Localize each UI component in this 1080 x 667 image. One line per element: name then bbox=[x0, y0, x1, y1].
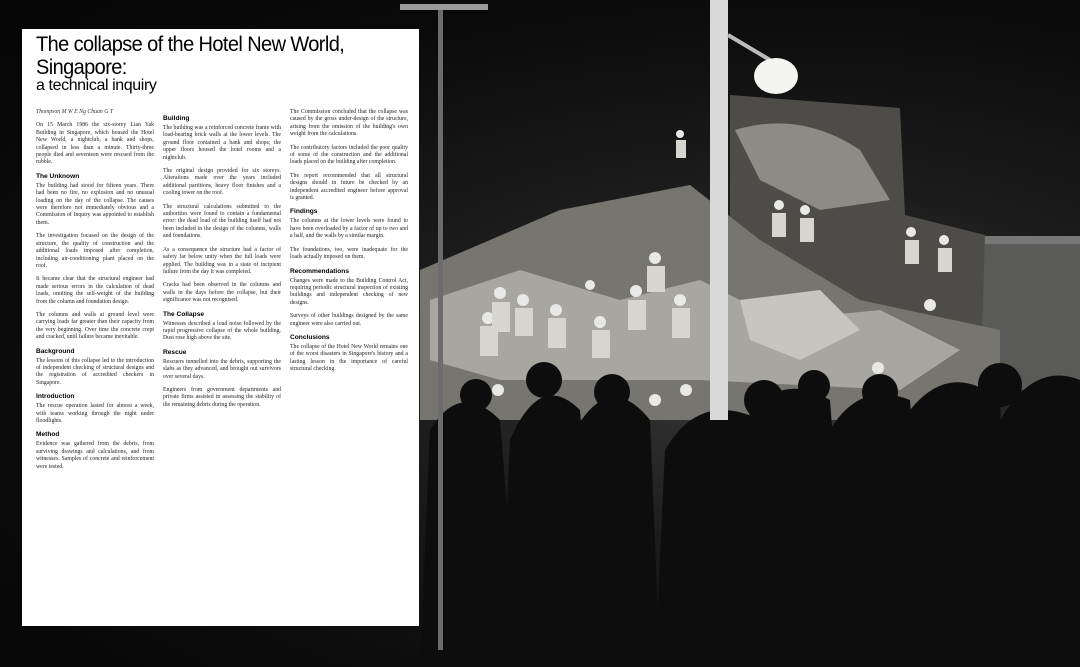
section-heading: Conclusions bbox=[290, 333, 330, 341]
section-heading: Building bbox=[163, 115, 190, 122]
article-columns bbox=[36, 109, 408, 477]
section-heading: Rescue bbox=[163, 348, 187, 356]
paragraph: On 15 March 1986 the six-storey Lian Yak Building in Singapore, which housed the Hotel New World, a nightclub, a bank and shops, collapsed in less than a minute. Thirty-three people died and seventeen were rescued from the rubble. bbox=[36, 122, 154, 166]
paragraph: The foundations, too, were inadequate for the loads actually imposed on them. bbox=[290, 246, 408, 261]
section-heading: Introduction bbox=[36, 393, 75, 401]
paragraph: Witnesses described a loud noise followed by the rapid progressive collapse of the whole building. Dust rose high above the site. bbox=[163, 320, 281, 342]
paragraph: The contributory factors included the poor quality of some of the construction and the additional loads placed on the building after completion. bbox=[290, 144, 408, 166]
paragraph: Changes were made to the Building Control Act, requiring periodic structural inspection of existing buildings and independent checking of new designs. bbox=[290, 277, 408, 306]
paragraph: It became clear that the structural engineer had made serious errors in the calculation of dead loads, omitting the self-weight of the building from the column and foundation design. bbox=[36, 276, 154, 305]
paragraph: Surveys of other buildings designed by the same engineer were also carried out. bbox=[290, 313, 408, 327]
article-column-3 bbox=[290, 109, 408, 477]
section-heading: Method bbox=[36, 431, 60, 439]
floodlight-bar bbox=[400, 4, 488, 10]
building-right-roof bbox=[975, 236, 1080, 244]
section-heading: The Unknown bbox=[36, 172, 80, 180]
paragraph: As a consequence the structure had a factor of safety far below unity when the full loads were applied. The building was in a state of incipient failure from the day it was completed. bbox=[163, 246, 281, 275]
paragraph: The original design provided for six storeys. Alterations made over the years included additional partitions, heavy floor finishes and a cooling tower on the roof. bbox=[163, 168, 281, 197]
lamp-light bbox=[754, 58, 798, 94]
section-heading: Recommendations bbox=[290, 267, 349, 275]
article-title: The collapse of the Hotel New World, Singapore: bbox=[36, 33, 345, 80]
section-heading: The Collapse bbox=[163, 310, 205, 318]
section-heading: Background bbox=[36, 347, 75, 355]
paragraph: The investigation focused on the design of the structure, the quality of construction and the additional loads imposed after completion, including air-conditioning plant placed on the roof. bbox=[36, 233, 154, 269]
paragraph: The columns at the lower levels were found to have been overloaded by a factor of up to two and a half, and the walls by a similar margin. bbox=[290, 218, 408, 240]
paragraph: Rescuers tunnelled into the debris, supporting the slabs as they advanced, and brought out survivors over several days. bbox=[163, 358, 281, 380]
floodlight-pole bbox=[438, 10, 443, 650]
paragraph: The collapse of the Hotel New World remains one of the worst disasters in Singapore's history and a lasting lesson in the importance of careful structural checking. bbox=[290, 343, 408, 373]
paragraph: The columns and walls at ground level were carrying loads far greater than their capacity from the very beginning. Over time the concrete crept and cracked, until failure became inevitable. bbox=[36, 311, 154, 341]
article-page bbox=[22, 29, 419, 626]
article-byline: Thompson M W E Ng Chuan G T bbox=[36, 109, 114, 115]
paragraph: The report recommended that all structural designs should in future be checked by an independent accredited engineer before approval is granted. bbox=[290, 172, 408, 202]
article-column-2 bbox=[163, 109, 281, 477]
article-column-1 bbox=[36, 109, 154, 477]
paragraph: The building was a reinforced concrete frame with load-bearing brick walls at the lower levels. The ground floor contained a bank and shops; the upper floors housed the hotel rooms and a nightclub. bbox=[163, 125, 281, 161]
lamp-post bbox=[710, 0, 728, 420]
paragraph: The building had stood for fifteen years. There had been no fire, no explosion and no unusual loading on the day of the collapse. The causes were therefore not immediately obvious and a Commission of Inquiry was appointed to establish them. bbox=[36, 182, 154, 226]
article-subtitle: a technical inquiry bbox=[36, 77, 157, 94]
paragraph: The Commission concluded that the collapse was caused by the gross under-design of the structure, arising from the omission of the building's own weight from the calculations. bbox=[290, 109, 408, 138]
paragraph: Engineers from government departments and private firms assisted in assessing the stability of the remaining debris during the operation. bbox=[163, 386, 281, 408]
lamp-arm bbox=[728, 35, 770, 60]
section-heading: Findings bbox=[290, 208, 318, 216]
paragraph: Cracks had been observed in the columns and walls in the days before the collapse, but their significance was not recognised. bbox=[163, 282, 281, 304]
paragraph: The lessons of this collapse led to the introduction of independent checking of structural designs and the registration of accredited checkers in Singapore. bbox=[36, 357, 154, 386]
paragraph: Evidence was gathered from the debris, from surviving drawings and calculations, and from witnesses. Samples of concrete and reinforcement were tested. bbox=[36, 441, 154, 470]
paragraph: The structural calculations submitted to the authorities were found to contain a fundamental error: the dead load of the building itself had not been included in the design of the columns, walls and foundations. bbox=[163, 203, 281, 240]
paragraph: The rescue operation lasted for almost a week, with teams working through the night under floodlights. bbox=[36, 403, 154, 424]
